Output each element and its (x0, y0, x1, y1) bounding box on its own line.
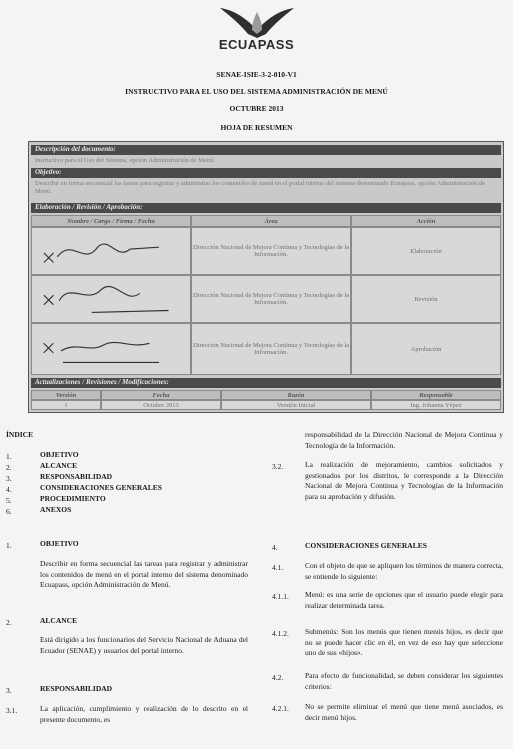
document-code: SENAE-ISIE-3-2-010-V1 (216, 70, 297, 79)
section-2-text: Está dirigido a los funcionarios del Servicio Nacional de Aduana del Ecuador (SENAE) y usuarios del portal interno. (40, 635, 248, 655)
elaboration-bar: Elaboración / Revisión / Aprobación: (31, 203, 501, 213)
section-4-1-1-num: 4.1.1. (272, 592, 289, 601)
index-item-objetivo: OBJETIVO (40, 450, 79, 459)
row-1-area: Dirección Nacional de Mejora Continua y Tecnologías de la Información. (191, 227, 351, 275)
section-3-title: RESPONSABILIDAD (40, 684, 113, 693)
index-num: 2. (6, 463, 12, 472)
update-reason: Versión Inicial (221, 400, 371, 410)
section-4-1-1-text: Menú: es una serie de opciones que el usuario puede elegir para realizar determinada tarea. (305, 590, 503, 610)
section-1-title: OBJETIVO (40, 539, 79, 548)
update-responsible: Ing. Johanna Yépez (371, 400, 501, 410)
section-3-1-num: 3.1. (6, 706, 18, 715)
section-3-1-text: La aplicación, cumplimiento y realización de lo descrito en el presente documento, es (40, 704, 248, 724)
column-header-area: Área (191, 215, 351, 227)
summary-heading: HOJA DE RESUMEN (220, 123, 293, 132)
section-4-2-num: 4.2. (272, 673, 284, 682)
section-4-1-text: Con el objeto de que se apliquen los términos de manera correcta, se entiende lo siguiente: (305, 561, 503, 581)
index-num: 6. (6, 507, 12, 516)
signature-scribble-icon (32, 276, 190, 322)
objective-text: Describir en forma secuencial las tareas para registrar y administrar los contenidos de menú en el portal interno del sistema denominado Ecuapass, opción Administración de Menú. (35, 180, 485, 195)
update-header-version: Versión (31, 390, 101, 400)
column-header-name: Nombre / Cargo / Firma / Fecha (31, 215, 191, 227)
document-date: OCTUBRE 2013 (229, 104, 284, 113)
index-item-procedimiento: PROCEDIMIENTO (40, 494, 106, 503)
brand-name: ECUAPASS (218, 37, 295, 52)
eagle-logo-icon (212, 4, 302, 40)
row-2-area: Dirección Nacional de Mejora Continua y Tecnologías de la Información. (191, 275, 351, 323)
section-4-2-1-num: 4.2.1. (272, 704, 289, 713)
section-4-2-1-text: No se permite eliminar el menú que tiene menú asociados, es decir menú hijos. (305, 702, 503, 722)
index-num: 1. (6, 452, 12, 461)
index-num: 3. (6, 474, 12, 483)
update-header-date: Fecha (101, 390, 221, 400)
section-3-num: 3. (6, 686, 12, 695)
section-4-1-2-num: 4.1.2. (272, 629, 289, 638)
row-3-area: Dirección Nacional de Mejora Continua y Tecnologías de la Información. (191, 323, 351, 375)
index-item-alcance: ALCANCE (40, 461, 78, 470)
updates-bar: Actualizaciones / Revisiones / Modificaciones: (31, 378, 501, 388)
column-header-action: Acción (351, 215, 501, 227)
row-3-action: Aprobación (351, 323, 501, 375)
section-1-num: 1. (6, 541, 12, 550)
signature-3 (31, 323, 191, 375)
section-2-num: 2. (6, 618, 12, 627)
section-1-text: Describir en forma secuencial las tareas para registrar y administrar los contenidos de menú en el portal interno del sistema denominado Ecuapass, opción Administración de Menú. (40, 559, 248, 589)
row-2-action: Revisión (351, 275, 501, 323)
signature-scribble-icon (32, 228, 190, 274)
section-4-title: CONSIDERACIONES GENERALES (305, 541, 427, 550)
description-bar: Descripción del documento: (31, 145, 501, 155)
signature-2 (31, 275, 191, 323)
section-4-1-num: 4.1. (272, 563, 284, 572)
section-3-2-text: La realización de mejoramiento, cambios solicitados y gestionados por los distritos, le corresponde a la Dirección Nacional de Mejora Continua y Tecnologías de la Información para su aprobación y difusión. (305, 460, 503, 501)
signature-scribble-icon (32, 324, 190, 374)
section-2-title: ALCANCE (40, 616, 78, 625)
index-heading: ÍNDICE (6, 430, 34, 439)
index-num: 4. (6, 485, 12, 494)
section-3-1-continued: responsabilidad de la Dirección Nacional de Mejora Continua y Tecnología de la Información. (305, 430, 503, 450)
objective-bar: Objetivo: (31, 168, 501, 178)
summary-table (28, 141, 504, 413)
section-4-num: 4. (272, 543, 278, 552)
update-header-responsible: Responsable (371, 390, 501, 400)
section-4-2-text: Para efecto de funcionalidad, se deben considerar los siguientes criterios: (305, 671, 503, 691)
index-item-responsabilidad: RESPONSABILIDAD (40, 472, 113, 481)
row-1-action: Elaboración (351, 227, 501, 275)
document-title: INSTRUCTIVO PARA EL USO DEL SISTEMA ADMINISTRACIÓN DE MENÚ (125, 87, 388, 96)
description-text: Instructivo para el Uso del Sistema, opción Administración de Menú. (35, 157, 215, 164)
section-4-1-2-text: Submenús: Son los menús que tienen menús hijos, es decir que no se puede hacer clic en él, en vez de eso hay que seleccione uno de sus «hijos». (305, 627, 503, 657)
signature-1 (31, 227, 191, 275)
update-date: Octubre 2013 (101, 400, 221, 410)
index-item-anexos: ANEXOS (40, 505, 72, 514)
update-header-reason: Razón (221, 390, 371, 400)
section-3-2-num: 3.2. (272, 462, 284, 471)
index-num: 5. (6, 496, 12, 505)
index-item-consideraciones: CONSIDERACIONES GENERALES (40, 483, 162, 492)
update-version: 1 (31, 400, 101, 410)
